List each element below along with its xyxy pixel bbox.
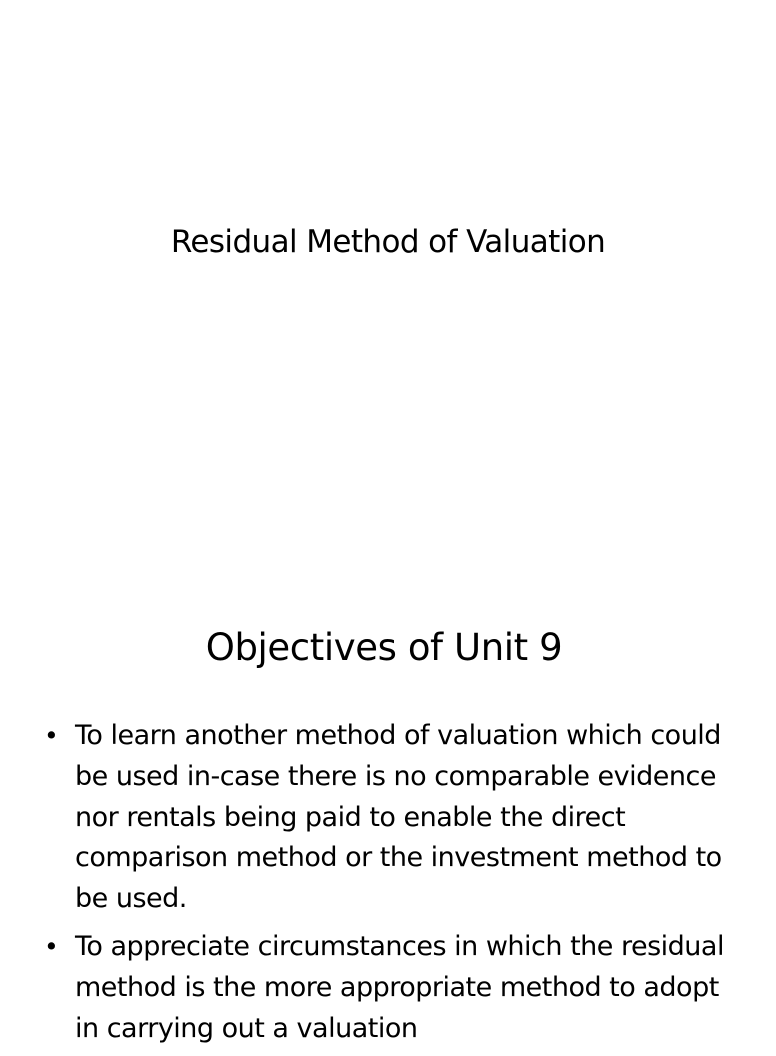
slide-title: Residual Method of Valuation [170,224,606,260]
slide-2 [0,576,768,1044]
objectives-list [44,716,724,1056]
list-item-text: To learn another method of valuation which could be used in-case there is no comparable evidence nor rentals being paid to enable the direct comparison method or the investment method to be used. [75,720,722,915]
slide-heading: Objectives of Unit 9 [205,626,563,669]
list-item-text: To appreciate circumstances in which the residual method is the more appropriate method to adopt in carrying out a valuation [75,930,724,1044]
list-item [44,927,724,1049]
list-item [44,716,724,920]
bullet-icon: • [44,721,59,750]
bullet-icon: • [44,931,59,961]
